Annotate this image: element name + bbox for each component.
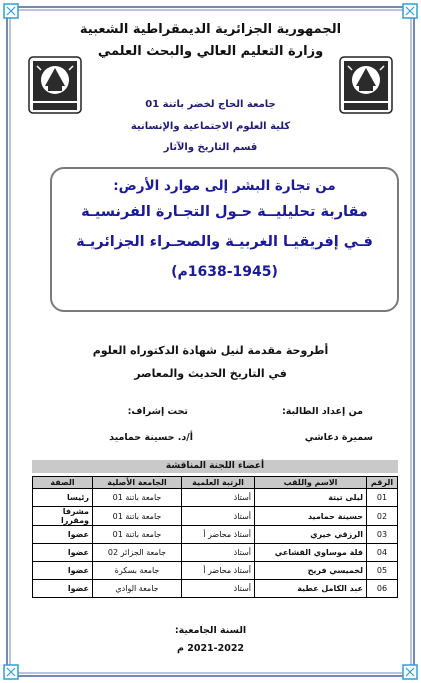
member-role: مشرفا ومقررا (33, 507, 93, 526)
corner-ornament-bottom-right (403, 665, 417, 679)
member-name: عبد الكامل عطية (255, 580, 367, 598)
member-number: 05 (367, 562, 398, 580)
degree-statement: أطروحة مقدمة لنيل شهادة الدكتوراه العلوم (92, 344, 329, 357)
member-role: عضوا (33, 562, 93, 580)
member-number: 01 (367, 489, 398, 507)
member-university: جامعة الجزائر 02 (93, 544, 182, 562)
supervisor-name: أ/د. حسينة حماميد (109, 432, 193, 443)
header-university: الجامعة الأصلية (93, 477, 182, 489)
member-name: حسينة حماميد (255, 507, 367, 526)
committee-header-row (33, 477, 398, 489)
member-rank: أستاذ (182, 507, 255, 526)
header-role: الصفة (33, 477, 93, 489)
degree-specialty: في التاريخ الحديث والمعاصر (134, 367, 287, 380)
member-role: رئيسا (33, 489, 93, 507)
member-role: عضوا (33, 526, 93, 544)
member-role: عضوا (33, 580, 93, 598)
table-row (33, 507, 398, 526)
member-rank: أستاذ محاضر أ (182, 562, 255, 580)
member-university: جامعة بسكرة (93, 562, 182, 580)
faculty-name: كلية العلوم الاجتماعية والإنسانية (130, 121, 291, 132)
table-row (33, 544, 398, 562)
member-number: 03 (367, 526, 398, 544)
academic-year-value: 2021-2022 م (176, 643, 245, 654)
member-number: 06 (367, 580, 398, 598)
table-row (33, 562, 398, 580)
header-number: الرقم (367, 477, 398, 489)
student-name: سميرة دعاشي (304, 432, 373, 443)
ministry-name: وزارة التعليم العالي والبحث العلمي (97, 44, 324, 59)
member-name: ليلى تيتة (255, 489, 367, 507)
thesis-title-line-3: فـي إفريقيـا الغربيـة والصحـراء الجزائريـة (76, 234, 373, 250)
committee-title: أعضاء اللجنة المناقشة (32, 460, 398, 473)
university-name: جامعة الحاج لخضر باتنة 01 (145, 99, 276, 110)
header-rank: الرتبة العلمية (182, 477, 255, 489)
corner-ornament-top-left (4, 4, 18, 18)
member-name: الرزقي خيري (255, 526, 367, 544)
member-role: عضوا (33, 544, 93, 562)
member-rank: أستاذ (182, 544, 255, 562)
header-name: الاسم واللقب (255, 477, 367, 489)
supervisor-label: تحت إشراف: (127, 406, 188, 417)
table-row (33, 489, 398, 507)
member-university: جامعة باتنة 01 (93, 489, 182, 507)
member-rank: أستاذ (182, 489, 255, 507)
thesis-title-box (50, 167, 399, 312)
table-row (33, 580, 398, 598)
thesis-title-dates: (1638-1945م) (171, 264, 278, 280)
member-university: جامعة الوادي (93, 580, 182, 598)
table-row (33, 526, 398, 544)
member-university: جامعة باتنة 01 (93, 507, 182, 526)
thesis-title-line-1: من تجارة البشر إلى موارد الأرض: (113, 178, 336, 194)
academic-year-label: السنة الجامعية: (174, 625, 247, 636)
member-rank: أستاذ (182, 580, 255, 598)
member-rank: أستاذ محاضر أ (182, 526, 255, 544)
student-label: من إعداد الطالبة: (281, 406, 363, 417)
department-name: قسم التاريخ والآثار (163, 142, 258, 153)
member-university: جامعة باتنة 01 (93, 526, 182, 544)
corner-ornament-top-right (403, 4, 417, 18)
member-number: 04 (367, 544, 398, 562)
member-name: لخميسي فريح (255, 562, 367, 580)
member-number: 02 (367, 507, 398, 526)
corner-ornament-bottom-left (4, 665, 18, 679)
thesis-title-line-2: مقاربة تحليليــة حـول التجـارة الفرنسيـة (81, 204, 368, 220)
committee-table (32, 476, 398, 598)
republic-name: الجمهورية الجزائرية الديمقراطية الشعبية (79, 22, 342, 37)
member-name: فلة موساوي القشاعي (255, 544, 367, 562)
